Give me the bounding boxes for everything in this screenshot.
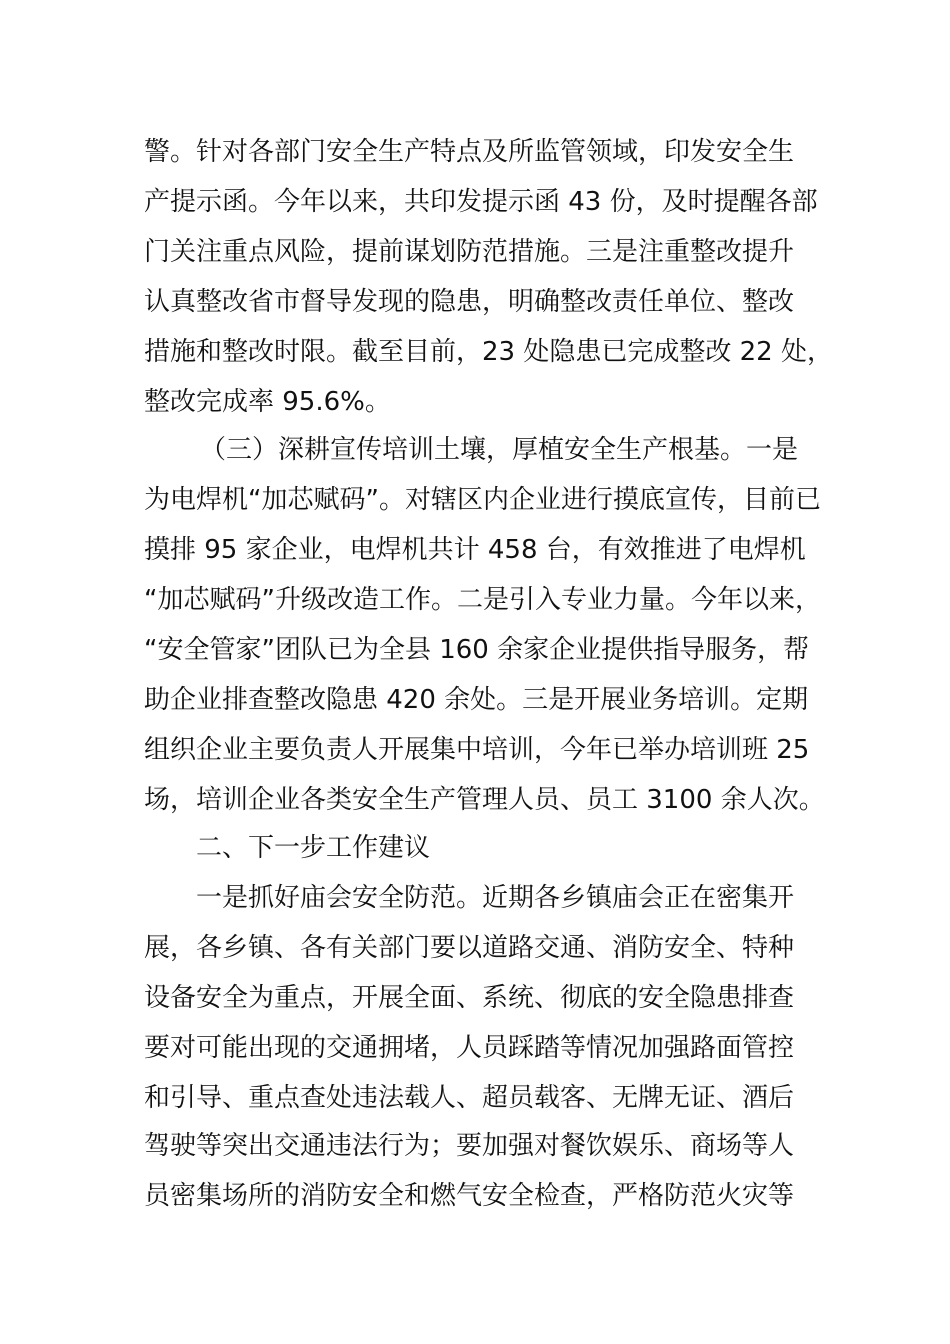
text-line: 产提示函。今年以来，共印发提示函 43 份，及时提醒各部 — [144, 187, 818, 217]
text-line: 要对可能出现的交通拥堵，人员踩踏等情况加强路面管控 — [144, 1033, 795, 1063]
text-line: 和引导、重点查处违法载人、超员载客、无牌无证、酒后 — [144, 1083, 795, 1113]
text-line: 认真整改省市督导发现的隐患，明确整改责任单位、整改 — [144, 287, 795, 317]
text-line: 警。针对各部门安全生产特点及所监管领域，印发安全生 — [144, 137, 795, 167]
section-heading-line: 二、下一步工作建议 — [196, 833, 431, 863]
text-line: 助企业排查整改隐患 420 余处。三是开展业务培训。定期 — [144, 685, 809, 715]
text-line: “加芯赋码”升级改造工作。二是引入专业力量。今年以来， — [144, 585, 821, 615]
text-line: 为电焊机“加芯赋码”。对辖区内企业进行摸底宣传，目前已 — [144, 485, 821, 515]
text-line: 组织企业主要负责人开展集中培训，今年已举办培训班 25 — [144, 735, 810, 765]
text-line: 展，各乡镇、各有关部门要以道路交通、消防安全、特种 — [144, 933, 795, 963]
text-line: 摸排 95 家企业，电焊机共计 458 台，有效推进了电焊机 — [144, 535, 806, 565]
text-line: 设备安全为重点，开展全面、系统、彻底的安全隐患排查 — [144, 983, 795, 1013]
text-line: 场，培训企业各类安全生产管理人员、员工 3100 余人次。 — [144, 785, 825, 815]
text-line: 措施和整改时限。截至目前，23 处隐患已完成整改 22 处， — [144, 337, 833, 367]
text-line: “安全管家”团队已为全县 160 余家企业提供指导服务，帮 — [144, 635, 810, 665]
text-line: 员密集场所的消防安全和燃气安全检查，严格防范火灾等 — [144, 1181, 795, 1211]
section-heading-line: （三）深耕宣传培训土壤，厚植安全生产根基。一是 — [200, 435, 799, 465]
text-line: 驾驶等突出交通违法行为；要加强对餐饮娱乐、商场等人 — [144, 1131, 795, 1161]
text-line: 门关注重点风险，提前谋划防范措施。三是注重整改提升 — [144, 237, 795, 267]
text-line: 一是抓好庙会安全防范。近期各乡镇庙会正在密集开 — [196, 883, 795, 913]
text-line: 整改完成率 95.6%。 — [144, 387, 391, 417]
